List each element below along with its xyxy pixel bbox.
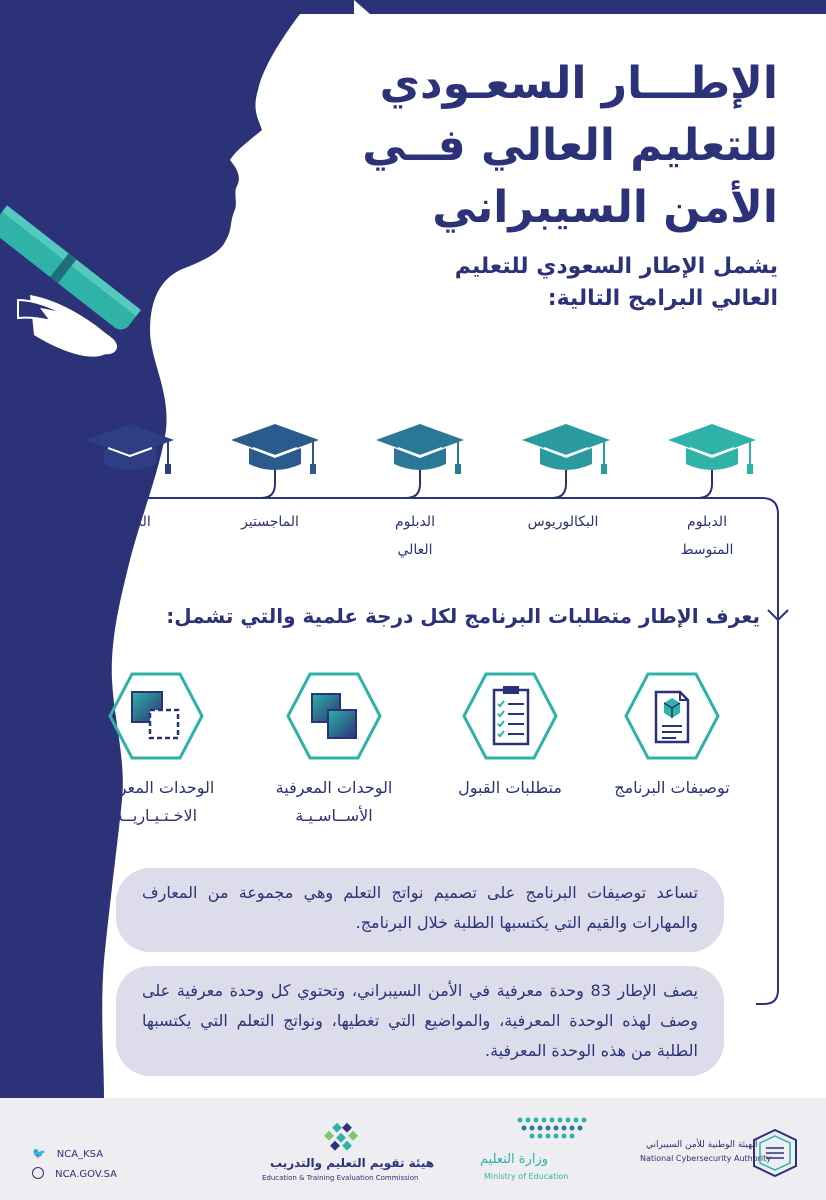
component-label-line-1: توصيفات البرنامج — [614, 778, 730, 797]
moe-logo-icon — [512, 1114, 594, 1144]
cap-associate-diploma — [664, 418, 760, 480]
hexagon-admission — [462, 668, 558, 764]
graduation-cap-icon — [86, 424, 174, 474]
note-knowledge-units: يصف الإطار 83 وحدة معرفية في الأمن السيبراني، وتحتوي كل وحدة معرفية على وصف لهذه الوحدة المعرفية، والمواضيع التي تغطيها، ونواتج التعلم التي يكتسبها الطلبة من هذه الوحدة المعرفية. — [116, 966, 724, 1076]
title-line-3: الأمن السيبراني — [432, 182, 778, 233]
footer — [0, 1098, 826, 1200]
component-label-elective-units — [76, 774, 236, 830]
cap-doctorate — [82, 418, 178, 480]
nca-name-ar: الهيئة الوطنية للأمن السيبراني — [646, 1140, 758, 1150]
graduation-cap-icon — [522, 424, 610, 474]
program-label-line-1: الدبلوم — [687, 514, 727, 530]
program-label-line-2: المتوسط — [680, 542, 734, 558]
subtitle-line-2: العالي البرامج التالية: — [547, 286, 778, 311]
program-label-masters — [215, 508, 325, 536]
graduation-cap-icon — [231, 424, 319, 474]
component-label-line-2: الأســاسـيـة — [295, 806, 373, 825]
component-label-line-1: متطلبات القبول — [458, 778, 562, 797]
moe-name-ar: وزارة التعليم — [480, 1152, 549, 1167]
twitter-link[interactable] — [32, 1142, 103, 1161]
core-units-icon — [312, 694, 356, 738]
program-label-associate — [652, 508, 762, 564]
etec-logo-icon — [320, 1122, 364, 1152]
top-accent-notch — [354, 0, 370, 14]
program-label-line-1: البكالوريوس — [527, 514, 599, 530]
program-label-line-2: العالي — [397, 542, 433, 558]
program-label-line-1: الدكتوراه — [99, 514, 151, 530]
title-line-1: الإطـــار السعـودي — [379, 58, 778, 109]
hexagon-core-units — [286, 668, 382, 764]
etec-name-ar: هيئة تقويم التعليم والتدريب — [270, 1156, 435, 1170]
website-link[interactable] — [32, 1162, 117, 1181]
twitter-handle: NCA_KSA — [56, 1149, 104, 1160]
program-label-line-1: الدبلوم — [395, 514, 435, 530]
top-accent-bar — [370, 0, 826, 14]
cap-masters — [227, 418, 323, 480]
elective-units-icon — [132, 692, 178, 738]
twitter-icon: 🐦 — [32, 1147, 46, 1160]
graduation-cap-icon — [668, 424, 756, 474]
hexagon-program-specs — [624, 668, 720, 764]
component-label-line-1: الوحدات المعرفية — [275, 778, 393, 797]
moe-name-en: Ministry of Education — [484, 1172, 569, 1181]
etec-name-en: Education & Training Evaluation Commission — [262, 1174, 419, 1182]
title-line-2: للتعليم العالي فــي — [362, 120, 778, 171]
cap-bachelor — [518, 418, 614, 480]
program-label-bachelor — [508, 508, 618, 536]
hexagon-elective-units — [108, 668, 204, 764]
component-label-line-1: الوحدات المعرفية — [97, 778, 215, 797]
globe-icon — [32, 1167, 44, 1179]
cap-higher-diploma — [372, 418, 468, 480]
component-label-core-units — [254, 774, 414, 830]
program-label-higher-diploma — [360, 508, 470, 564]
nca-name-en: National Cybersecurity Authority — [640, 1154, 771, 1163]
requirements-heading: يعرف الإطار متطلبات البرنامج لكل درجة علمية والتي تشمل: — [166, 604, 760, 628]
document-icon — [656, 692, 688, 742]
subtitle-line-1: يشمل الإطار السعودي للتعليم — [454, 254, 778, 279]
component-label-program-specs — [592, 774, 752, 802]
component-label-admission — [430, 774, 590, 802]
program-label-doctorate — [70, 508, 180, 536]
clipboard-checklist-icon — [494, 686, 528, 744]
program-label-line-1: الماجستير — [241, 514, 299, 530]
nca-logo-icon — [752, 1128, 798, 1178]
graduation-cap-icon — [376, 424, 464, 474]
website-url: NCA.GOV.SA — [55, 1169, 117, 1180]
component-label-line-2: الاخـتـيـاريــة — [114, 806, 198, 825]
note-program-specs: تساعد توصيفات البرنامج على تصميم نواتج التعلم وهي مجموعة من المعارف والمهارات والقيم التي يكتسبها الطلبة خلال البرنامج. — [116, 868, 724, 952]
